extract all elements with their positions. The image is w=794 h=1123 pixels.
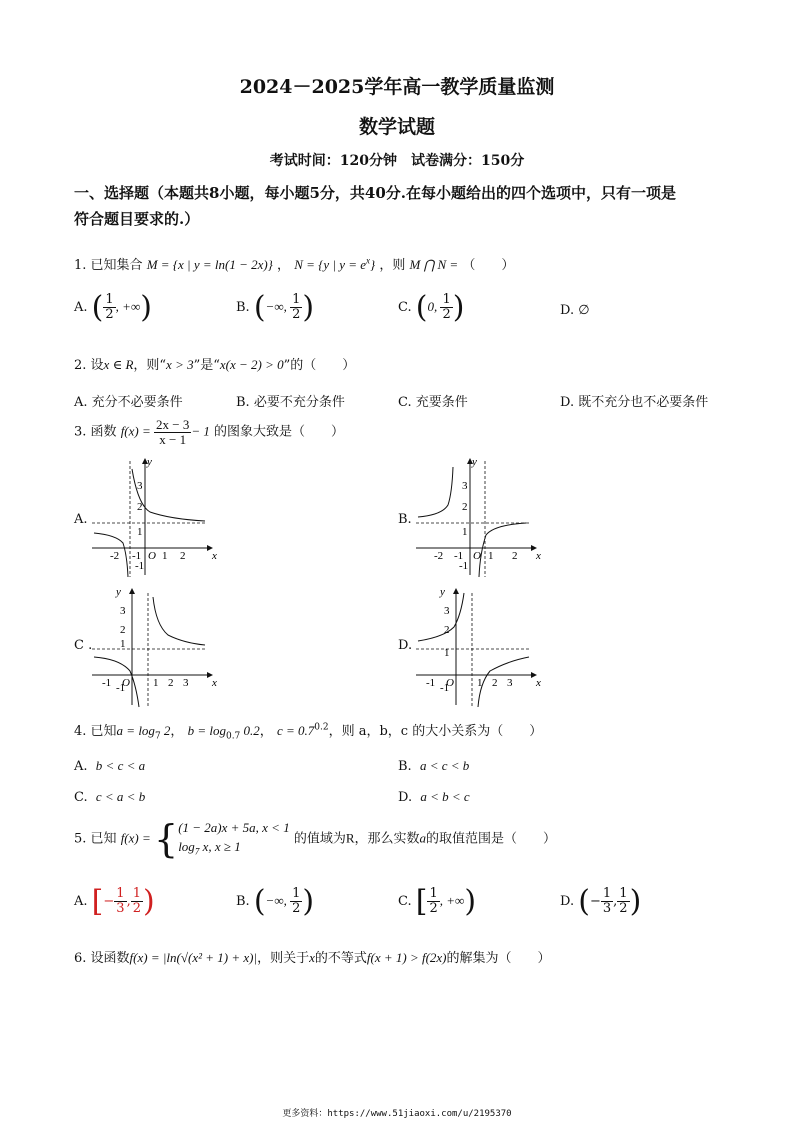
question-6: 6. 设函数f(x) = |ln(√(x² + 1) + x)|，则关于x的不等式f(x + 1) > f(2x)的解集为（ ）	[74, 950, 551, 966]
section-heading-line1: 一、选择题（本题共8小题，每小题5分，共40分.在每小题给出的四个选项中，只有一项是	[74, 184, 676, 202]
graph-a-xtick: -2	[110, 550, 120, 562]
graph-c-xtick: 2	[168, 677, 174, 689]
q1-set-m: M = {x | y = ln(1 − 2x)}	[146, 257, 273, 272]
q3-graph-d	[414, 585, 544, 710]
question-1	[74, 254, 514, 273]
q3-option-c-label: C .	[74, 638, 93, 653]
graph-b-ytick: 2	[462, 501, 468, 513]
q5-option-a: A. [− $\frac{1}{3}$ , $\frac{1}{2}$ )	[74, 884, 155, 919]
graph-a-ytick: -1	[135, 560, 145, 572]
q1-ask: M ⋂ N =	[409, 257, 459, 272]
q1-blank: （ ）	[462, 258, 515, 273]
graph-c-y-label: y	[116, 586, 121, 598]
q4-option-d: D. a < b < c	[398, 789, 470, 805]
graph-b-xtick: -2	[434, 550, 444, 562]
q5-option-b: B. (−∞, $\frac{1}{2}$ )	[236, 884, 315, 919]
q2-option-a: A. 充分不必要条件	[74, 395, 183, 410]
graph-d-xtick: 3	[507, 677, 513, 689]
graph-a-xtick: -1	[132, 550, 142, 562]
graph-a-x-label: x	[212, 550, 217, 562]
q2-option-c: C. 充要条件	[398, 395, 468, 410]
q4-option-a: A. b < c < a	[74, 758, 146, 774]
graph-b-ytick: 3	[462, 480, 468, 492]
q5-option-c: C. [ $\frac{1}{2}$ , +∞)	[398, 884, 477, 919]
graph-c-ytick: 2	[120, 624, 126, 636]
q1-prefix: 1. 已知集合	[74, 258, 143, 273]
graph-b-ytick: 1	[462, 526, 468, 538]
graph-d-ytick: 3	[444, 605, 450, 617]
exam-info: 考试时间：120分钟 试卷满分：150分	[269, 153, 525, 169]
graph-b-ytick: -1	[459, 560, 469, 572]
q3-option-a-label: A.	[74, 512, 88, 527]
graph-c-xtick: -1	[102, 677, 112, 689]
graph-b-xtick: 1	[488, 550, 494, 562]
q4-option-b: B. a < c < b	[398, 758, 470, 774]
q2-option-d: D. 既不充分也不必要条件	[560, 395, 709, 410]
graph-b-x-label: x	[536, 550, 541, 562]
q3-graph-c	[90, 585, 220, 710]
graph-a-ytick: 3	[137, 480, 143, 492]
graph-a-ytick: 1	[137, 526, 143, 538]
question-5: 5. 已知 f(x) = { (1 − 2a)x + 5a, x < 1 $\log_7 x$, x ≥ 1 的值域为R，那么实数a的取值范围是（ ）	[74, 817, 557, 861]
graph-d-xtick: -1	[426, 677, 436, 689]
q1-option-b: B. (−∞, $\frac{1}{2}$ )	[236, 290, 315, 325]
exam-title: 2024－2025学年高一教学质量监测	[239, 76, 555, 98]
q3-option-b-label: B.	[398, 512, 412, 527]
graph-d-xtick: 2	[492, 677, 498, 689]
graph-d-ytick: -1	[440, 682, 450, 694]
footer-source-link[interactable]: 更多资料：https://www.51jiaoxi.com/u/2195370	[282, 1109, 512, 1119]
graph-a-y-label: y	[147, 456, 152, 468]
question-4: 4. 已知$a = \log_7 2$， $b = \log_{0.7} 0.2$， $c = 0.7^{0.2}$，则 a，b，c 的大小关系为（ ）	[74, 722, 543, 742]
question-2: 2. 设x ∈ R，则“x > 3”是“x(x − 2) > 0”的（ ）	[74, 357, 356, 373]
graph-c-origin: O	[122, 677, 130, 689]
graph-c-ytick: 1	[120, 638, 126, 650]
exam-subject: 数学试题	[358, 116, 435, 138]
q1-sep: ，	[277, 258, 291, 273]
graph-b-y-label: y	[472, 456, 477, 468]
q2-option-b: B. 必要不充分条件	[236, 395, 345, 410]
q1-option-a: A. ( $\frac{1}{2}$ , +∞)	[74, 290, 152, 325]
graph-c-xtick: 1	[153, 677, 159, 689]
q1-option-c: C. (0, $\frac{1}{2}$ )	[398, 290, 465, 325]
section-heading-line2: 符合题目要求的.）	[74, 210, 200, 228]
q1-suffix: ，则	[379, 258, 406, 273]
graph-a-xtick: 1	[162, 550, 168, 562]
graph-c-x-label: x	[212, 677, 217, 689]
graph-a-ytick: 2	[137, 501, 143, 513]
graph-c-ytick: 3	[120, 605, 126, 617]
graph-b-xtick: 2	[512, 550, 518, 562]
graph-a-origin: O	[148, 550, 156, 562]
q3-graph-a	[90, 455, 220, 580]
graph-c-ytick: -1	[116, 682, 126, 694]
q3-option-d-label: D.	[398, 638, 413, 653]
graph-d-xtick: 1	[477, 677, 483, 689]
graph-d-ytick: 1	[444, 647, 450, 659]
q3-graph-b	[414, 455, 544, 580]
graph-b-xtick: -1	[454, 550, 464, 562]
graph-a-xtick: 2	[180, 550, 186, 562]
question-3: 3. 函数 f(x) = $\frac{2x - 3}{x - 1}$ − 1 的图象大致是（ ）	[74, 417, 345, 447]
graph-b-origin: O	[473, 550, 481, 562]
q4-option-c: C. c < a < b	[74, 789, 146, 805]
q5-option-d: D. (− $\frac{1}{3}$ , $\frac{1}{2}$ )	[560, 884, 642, 919]
graph-d-origin: O	[446, 677, 454, 689]
graph-d-ytick: 2	[444, 624, 450, 636]
q1-set-n: N = {y | $y = e^x$}	[294, 255, 376, 272]
graph-d-y-label: y	[440, 586, 445, 598]
graph-c-xtick: 3	[183, 677, 189, 689]
graph-d-x-label: x	[536, 677, 541, 689]
q1-option-d: D. ∅	[560, 303, 590, 318]
